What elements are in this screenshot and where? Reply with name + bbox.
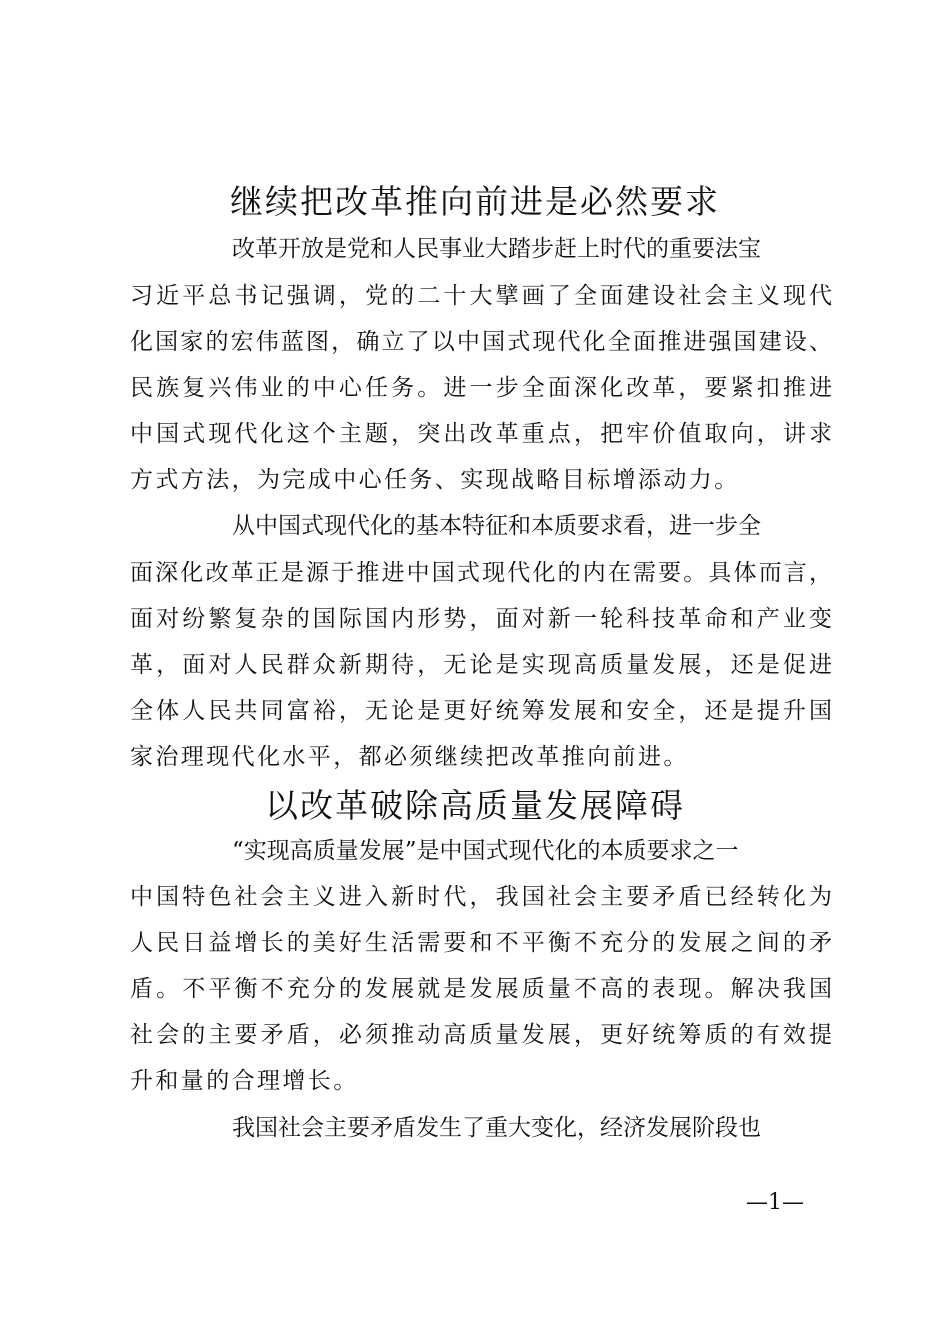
paragraph-line: “实现高质量发展”是中国式现代化的本质要求之一 xyxy=(232,838,739,864)
paragraph-line: 化国家的宏伟蓝图，确立了以中国式现代化全面推进强国建设、 xyxy=(130,329,832,355)
paragraph-line: 人民日益增长的美好生活需要和不平衡不充分的发展之间的矛 xyxy=(130,930,832,956)
paragraph-line: 面对纷繁复杂的国际国内形势，面对新一轮科技革命和产业变 xyxy=(130,606,832,632)
paragraph-line: 社会的主要矛盾，必须推动高质量发展，更好统筹质的有效提 xyxy=(130,1022,832,1048)
section-title-2: 以改革破除高质量发展障碍 xyxy=(265,786,685,825)
paragraph-line: 盾。不平衡不充分的发展就是发展质量不高的表现。解决我国 xyxy=(130,976,832,1002)
paragraph-line: 中国式现代化这个主题，突出改革重点，把牢价值取向，讲求 xyxy=(130,421,832,447)
page-number: —1— xyxy=(746,1190,804,1215)
paragraph-line: 升和量的合理增长。 xyxy=(130,1068,359,1094)
paragraph-line: 方式方法，为完成中心任务、实现战略目标增添动力。 xyxy=(130,467,740,493)
paragraph-line: 习近平总书记强调，党的二十大擘画了全面建设社会主义现代 xyxy=(130,283,832,309)
paragraph-line: 家治理现代化水平，都必须继续把改革推向前进。 xyxy=(130,744,689,770)
paragraph-line: 面深化改革正是源于推进中国式现代化的内在需要。具体而言， xyxy=(130,560,832,586)
paragraph-line: 全体人民共同富裕，无论是更好统筹发展和安全，还是提升国 xyxy=(130,698,832,724)
paragraph-line: 革，面对人民群众新期待，无论是实现高质量发展，还是促进 xyxy=(130,652,832,678)
section-title-1: 继续把改革推向前进是必然要求 xyxy=(230,182,720,221)
paragraph-line: 我国社会主要矛盾发生了重大变化，经济发展阶段也 xyxy=(232,1115,761,1141)
paragraph-line: 民族复兴伟业的中心任务。进一步全面深化改革，要紧扣推进 xyxy=(130,375,832,401)
paragraph-line: 从中国式现代化的基本特征和本质要求看，进一步全 xyxy=(232,513,761,539)
paragraph-line: 中国特色社会主义进入新时代，我国社会主要矛盾已经转化为 xyxy=(130,884,832,910)
paragraph-line: 改革开放是党和人民事业大踏步赶上时代的重要法宝 xyxy=(232,236,761,262)
